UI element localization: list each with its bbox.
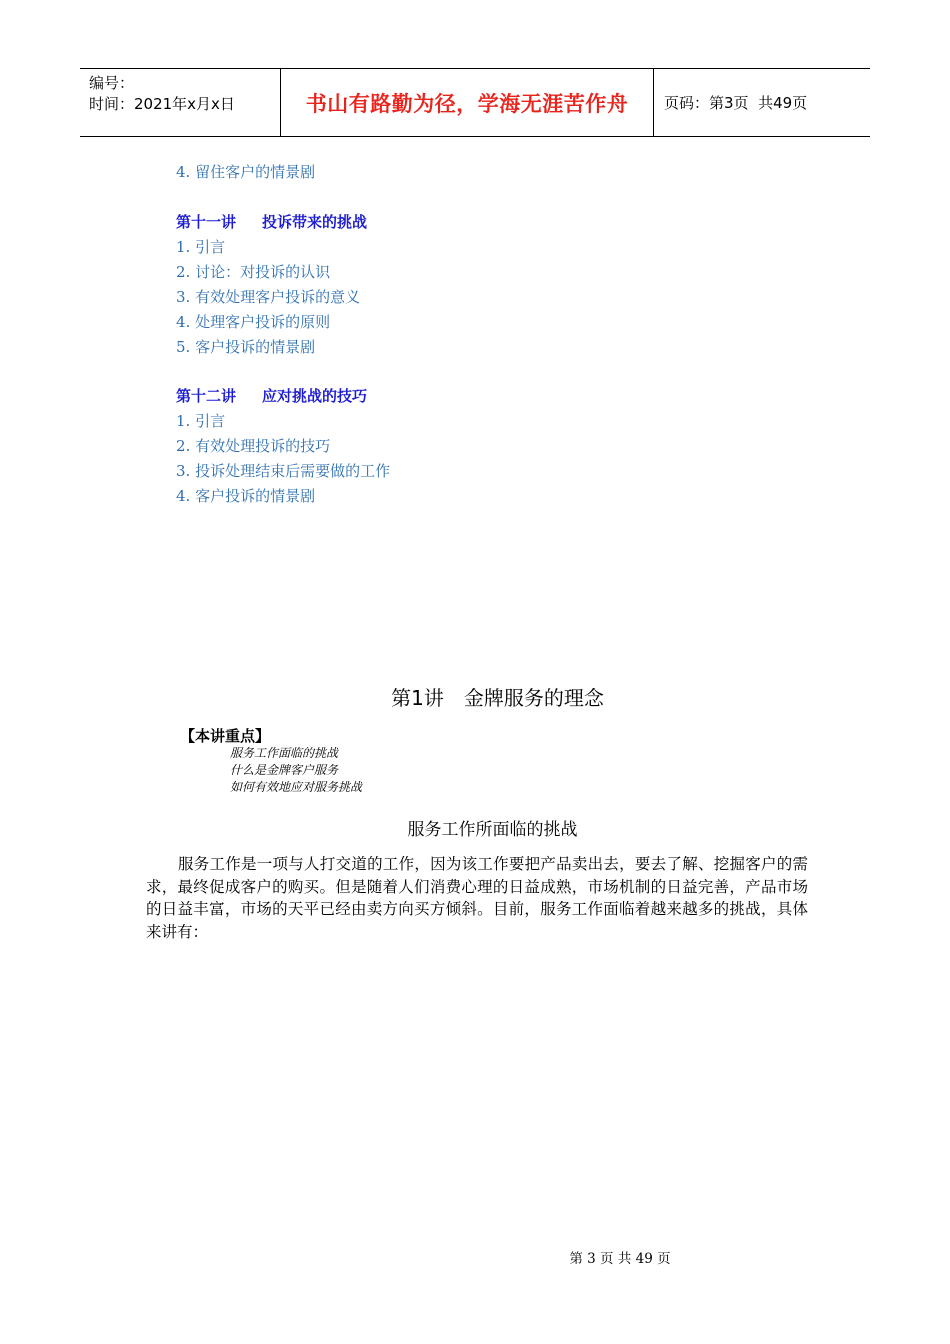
focus-item: 什么是金牌客户服务 [230,763,339,777]
header-motto-cell [281,69,654,136]
lecture-title: 投诉带来的挑战 [262,213,368,231]
lecture-number: 第十二讲 [176,387,237,405]
focus-item: 如何有效地应对服务挑战 [230,780,363,794]
focus-label: 【本讲重点】 [180,727,271,745]
page-header [80,68,870,137]
lecture-title: 应对挑战的技巧 [262,387,368,405]
toc-item: 5. 客户投诉的情景剧 [176,338,316,356]
lecture-title: 第1讲 金牌服务的理念 [391,686,604,710]
body-paragraph: 服务工作是一项与人打交道的工作，因为该工作要把产品卖出去，要去了解、挖掘客户的需求，最终促成客户的购买。但是随着人们消费心理的日益成熟，市场机制的日益完善，产品市场的日益丰富，市场的天平已经由卖方向买方倾斜。目前，服务工作面临着越来越多的挑战，具体来讲有： [146,855,808,941]
date-label: 时间：2021年x月x日 [89,95,235,113]
number-label: 编号： [89,74,135,92]
toc-item: 1. 引言 [176,238,226,256]
toc-item: 2. 有效处理投诉的技巧 [176,437,331,455]
header-meta-cell [80,69,281,136]
focus-list [230,745,362,796]
page-info: 页码：第3页 共49页 [664,94,808,112]
motto: 书山有路勤为径，学海无涯苦作舟 [305,91,629,116]
toc-item: 4. 处理客户投诉的原则 [176,313,331,331]
lecture-number: 第十一讲 [176,213,237,231]
toc-item: 2. 讨论：对投诉的认识 [176,263,331,281]
toc-item: 1. 引言 [176,412,226,430]
toc-item: 3. 投诉处理结束后需要做的工作 [176,462,391,480]
toc-item: 4. 留住客户的情景剧 [176,163,316,181]
toc-item: 4. 客户投诉的情景剧 [176,487,316,505]
section-title: 服务工作所面临的挑战 [407,820,578,840]
toc-heading-lecture-12 [176,385,367,406]
toc-heading-lecture-11 [176,211,367,232]
toc-item: 3. 有效处理客户投诉的意义 [176,288,361,306]
header-page-cell [654,69,870,136]
page-footer: 第 3 页 共 49 页 [569,1251,671,1267]
focus-item: 服务工作面临的挑战 [230,746,339,760]
